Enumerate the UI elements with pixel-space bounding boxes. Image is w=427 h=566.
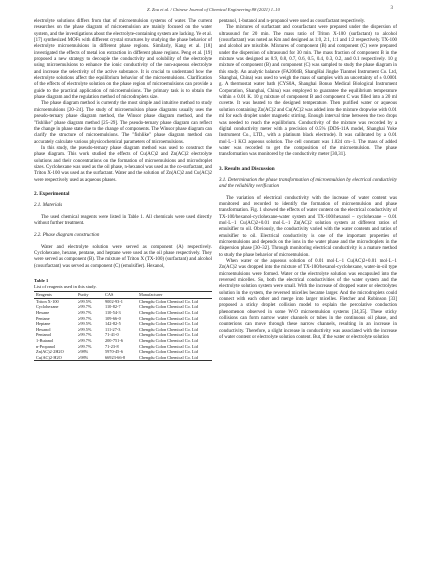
- intro-paragraph-1: electrolyte solutions differs from that of microemulsion systems of water. The current researches on the phase diagram of microemulsion are mainly focused on the water system, and the investigations about the electrolyte-containing system are lacking. Ye et al. [17] synthesized MOFs with different crystal structures by studying the phase behavior of electrolyte microemulsions in different phase regions. Similarly, Kang et al. [18] investigated the effects of metal ion extraction in different phase regions. Peng et al. [19] proposed a new strategy to decouple the conductivity and solubility of the electrolyte using microemulsions to enhance the ionic conductivity of the non-aqueous electrolyte and increase the selectivity of the active substance. It is crucial to understand how the electrolyte solutions affect the equilibrium behavior of the microemulsions. Clarification of the effects of electrolyte solution on the phase region of microemulsions can provide a guide to the practical application of microemulsions. The primary task is to obtain the phase diagram and the regulation method of microdroplets size.: [34, 19, 212, 101]
- table-cell: Chengdu Colon Chemical Co. Ltd: [139, 298, 198, 304]
- table-caption-text: List of reagents used in this study.: [34, 283, 97, 289]
- intro-paragraph-2: The phase diagram method is currently the most simple and intuitive method to study microemulsions [20–24]. The study of microemulsion phase diagrams usually uses the pseudo-ternary phase diagram method, the Winsor phase diagram method, and the "fishlike" phase diagram method [25–29]. The pseudo-ternary phase diagram can reflect the change in phase state due to the change of components. The Winsor phase diagram can clarify the structure of microemulsions. The "fishlike" phase diagram method can accurately calculate various physicochemical parameters of microemulsions.: [34, 101, 212, 145]
- intro-paragraph-3: In this study, the pseudo-ternary phase diagram method was used to construct the phase diagram. This work studied the effects of Cu(AC)2 and Zn(AC)2 electrolyte solutions and their concentrations on the formation of microemulsions and microdroplet sizes. Cyclohexane was used as the oil phase, n-hexanol was used as the co-surfactant, and Triton X-100 was used as the surfactant. Water and the solution of Zn(AC)2 and Cu(AC)2 were respectively used as aqueous phases.: [34, 145, 212, 183]
- table-cell: 110-54-3: [105, 310, 121, 315]
- table-cell: ≥99.7%: [78, 315, 92, 321]
- table-cell: ≥99.7%: [78, 310, 92, 315]
- left-column: [34, 19, 212, 361]
- table-cell: Pentanol: [36, 332, 52, 338]
- table-cell: Chengdu Colon Chemical Co. Ltd: [139, 354, 198, 360]
- section-3-title: 3. Results and Discussion: [219, 165, 275, 172]
- running-head: Z. Zou et al. / Chinese Journal of Chemical Engineering 88 (2021) 1–10: [147, 7, 280, 12]
- table-cell: ≥99.5%: [78, 326, 92, 332]
- table-cell: 142-82-5: [105, 321, 121, 327]
- table-cell: Pentane: [36, 315, 50, 321]
- section-3-1-paragraph-1: The variation of electrical conductivity with the increase of water content was monitored and recorded to identify the formation of microemulsion and phase transformation. Fig. 1 showed the effects of water content on the electrical conductivity of TX-100/hexanol-cyclohexane-water system and TX-100/hexanol – cyclohexane – 0.01 mol·L−1 Cu(AC)2+0.01 mol·L−1 Zn(AC)2 solution system at different ratios of emulsifier to oil. Obviously, the conductivity varied with the water contents and ratios of emulsifier to oil. Electrical conductivity is one of the important properties of microemulsions and depends on the ions in the water phase and the microdroplets in the dispersion phase [30–32]. Through monitoring electrical conductivity is a mature method to study the phase behavior of microemulsion.: [219, 195, 397, 258]
- table-cell: ≥99.5%: [78, 321, 92, 327]
- table-cell: Chengdu Colon Chemical Co. Ltd: [139, 349, 198, 355]
- table-cell: ≥98%: [78, 349, 89, 355]
- table-header-cell: Manufacturer: [139, 292, 163, 298]
- table-cell: Hexane: [36, 310, 50, 315]
- section-2-1-title: 2.1. Materials: [34, 203, 63, 209]
- table-cell: ≥98%: [78, 354, 89, 360]
- table-cell: 200-751-6: [105, 337, 123, 343]
- right-column: [219, 19, 397, 342]
- table-header-cell: Purity: [78, 292, 89, 298]
- table-cell: ≥99.7%: [78, 332, 92, 338]
- table-cell: 5970-45-6: [105, 349, 123, 355]
- table-cell: ≥99.5%: [78, 298, 92, 304]
- table-cell: Chengdu Colon Chemical Co. Ltd: [139, 343, 198, 349]
- table-header-row: [34, 292, 212, 299]
- section-2-1-text: The used chemical reagents were listed in Table 1. All chemicals were used directly without further treatment.: [34, 214, 212, 226]
- table-caption: [34, 278, 212, 289]
- table-cell: 9002-93-1: [105, 298, 123, 304]
- table-cell: Heptane: [36, 321, 51, 327]
- section-2-2-text: Water and electrolyte solution were served as component (A) respectively. Cyclohexane, hexane, pentane, and heptane were used as the oil phase respectively. They were served as component (B). The mixture of Triton X (TX-100) (surfactant) and alcohol (cosurfactant) was served as component (C) (emulsifier). Hexanol,: [34, 244, 212, 269]
- table-cell: Chengdu Colon Chemical Co. Ltd: [139, 315, 198, 321]
- table-cell: Chengdu Colon Chemical Co. Ltd: [139, 326, 198, 332]
- section-2-2-title: 2.2. Phase diagram construction: [34, 233, 100, 239]
- table-cell: 66923-66-8: [105, 354, 126, 360]
- table-cell: Chengdu Colon Chemical Co. Ltd: [139, 337, 198, 343]
- table-cell: Chengdu Colon Chemical Co. Ltd: [139, 332, 198, 338]
- table-cell: 71-41-0: [105, 332, 119, 338]
- table-cell: 109-66-0: [105, 315, 121, 321]
- reagents-table: [34, 291, 212, 361]
- table-cell: 71-23-8: [105, 343, 119, 349]
- page-number: 3: [390, 6, 393, 11]
- section-2-title: 2. Experimental: [34, 190, 70, 197]
- table-cell: Cyclohexane: [36, 304, 59, 310]
- table-header-cell: CAS: [105, 292, 114, 298]
- table-cell: 111-27-3: [105, 326, 121, 332]
- right-paragraph-1: pentanol, 1-butanol and n-propanol were used as cosurfactant respectively.: [219, 19, 366, 24]
- table-cell: Chengdu Colon Chemical Co. Ltd: [139, 321, 198, 327]
- table-cell: Chengdu Colon Chemical Co. Ltd: [139, 304, 198, 310]
- table-label: Table 1: [34, 278, 49, 284]
- right-paragraph-2: The mixtures of surfactant and cosurfactant were prepared under the dispersion of ultrasound for 20 min. The mass ratio of Triton X-100 (surfactant) to alcohol (cosurfactant) was noted as Km and designed as 1:0, 2:1, 1:1 and 1:2 respectively. TX-100 and alcohol are miscible. Mixtures of component (B) and component (C) were prepared under the dispersion of ultrasound for 30 min. The mass fraction of component B in the mixture was designed as 0.9, 0.8, 0.7, 0.6, 0.5, 0.4, 0.3, 0.2, and 0.1 respectively. 10 g mixture of component (B) and component (C) was sampled to study the phase diagram in this study. An analytic balance (FA2004B, ShangHai Jingke Tianmei Instrument Co. Ltd, Shanghai, China) was used to weigh the mass of samples with an uncertainty of ± 0.0001 g. A thermostat water bath (CYS0A, Shanghai Bonuo Medical Biological Instrument Corporation, Shanghai, China) was employed to guarantee the equilibrium temperature within ± 0.01 K. 10 g mixture of component B and component C was filled into a 20 ml cuvette. It was heated to the designed temperature. Then purified water or aqueous solution containing Zn(AC)2 and Cu(AC)2 was added into the mixture dropwise with 0.01 ml for each droplet under magnetic stirring. Enough interval time between the two drops was needed to reach the equilibrium. Conductivity of the mixture was recorded by a digital conductivity meter with a precision of 0.5% (DDS-11A model, Shanghai Yoke Instrument Co., LTD., with a platinum black electrode). It was calibrated by a 0.01 mol·L−1 KCl aqueous solution. The cell constant was 1.024 cm−1. The mass of added water was recorded to get the composition of the microemulsion. The phase transformation was monitored by the conductivity meter [30,31].: [219, 25, 397, 158]
- table-cell: 110-82-7: [105, 304, 121, 310]
- table-row: [34, 355, 212, 361]
- table-cell: Cu(AC)2·H2O: [36, 354, 62, 360]
- table-cell: Triton X-100: [36, 298, 59, 304]
- table-cell: ≥99.7%: [78, 337, 92, 343]
- table-cell: Chengdu Colon Chemical Co. Ltd: [139, 310, 198, 315]
- table-header-cell: Reagents: [36, 292, 52, 298]
- table-cell: ≥99.7%: [78, 304, 92, 310]
- table-cell: ≥99.7%: [78, 343, 92, 349]
- table-cell: n-Propanol: [36, 343, 56, 349]
- section-3-1-title: 3.1. Determination the phase transformation of microemulsion by electrical conductivity and the reliability verification: [219, 177, 397, 190]
- table-cell: 1-Butanol: [36, 337, 54, 343]
- table-cell: Hexanol: [36, 326, 51, 332]
- section-3-1-paragraph-2: When water or the aqueous solution of 0.01 mol·L−1 Cu(AC)2+0.01 mol·L−1 Zn(AC)2 was dropped into the mixture of TX-100/hexanol-cyclohexane, water-in-oil type microemulsions were formed. Water or the electrolyte solution was encapsuled into the reversed micelles. So, both the electrical conductivities of the water system and the electrolyte solution system were small. With the increase of dropped water or electrolytes solution in the system, the reversed micelles became larger. And the microdroplets could connect with each other and merge into larger micelles. Fletcher and Robinson [33] proposed a sticky droplet collision model to explain the percolative conduction phenomenon observed in some W/O microemulsion systems [34,35]. These sticky collisions can form narrow water channels or tubes in the continuous oil phase, and counterions can move through these narrow channels, resulting in an increase in conductivity. Therefore, a slight increase in conductivity was associated with the increase of water content or electrolyte solution content. But, if the water or electrolyte solution: [219, 259, 397, 341]
- table-cell: Zn(AC)2·2H2O: [36, 349, 64, 355]
